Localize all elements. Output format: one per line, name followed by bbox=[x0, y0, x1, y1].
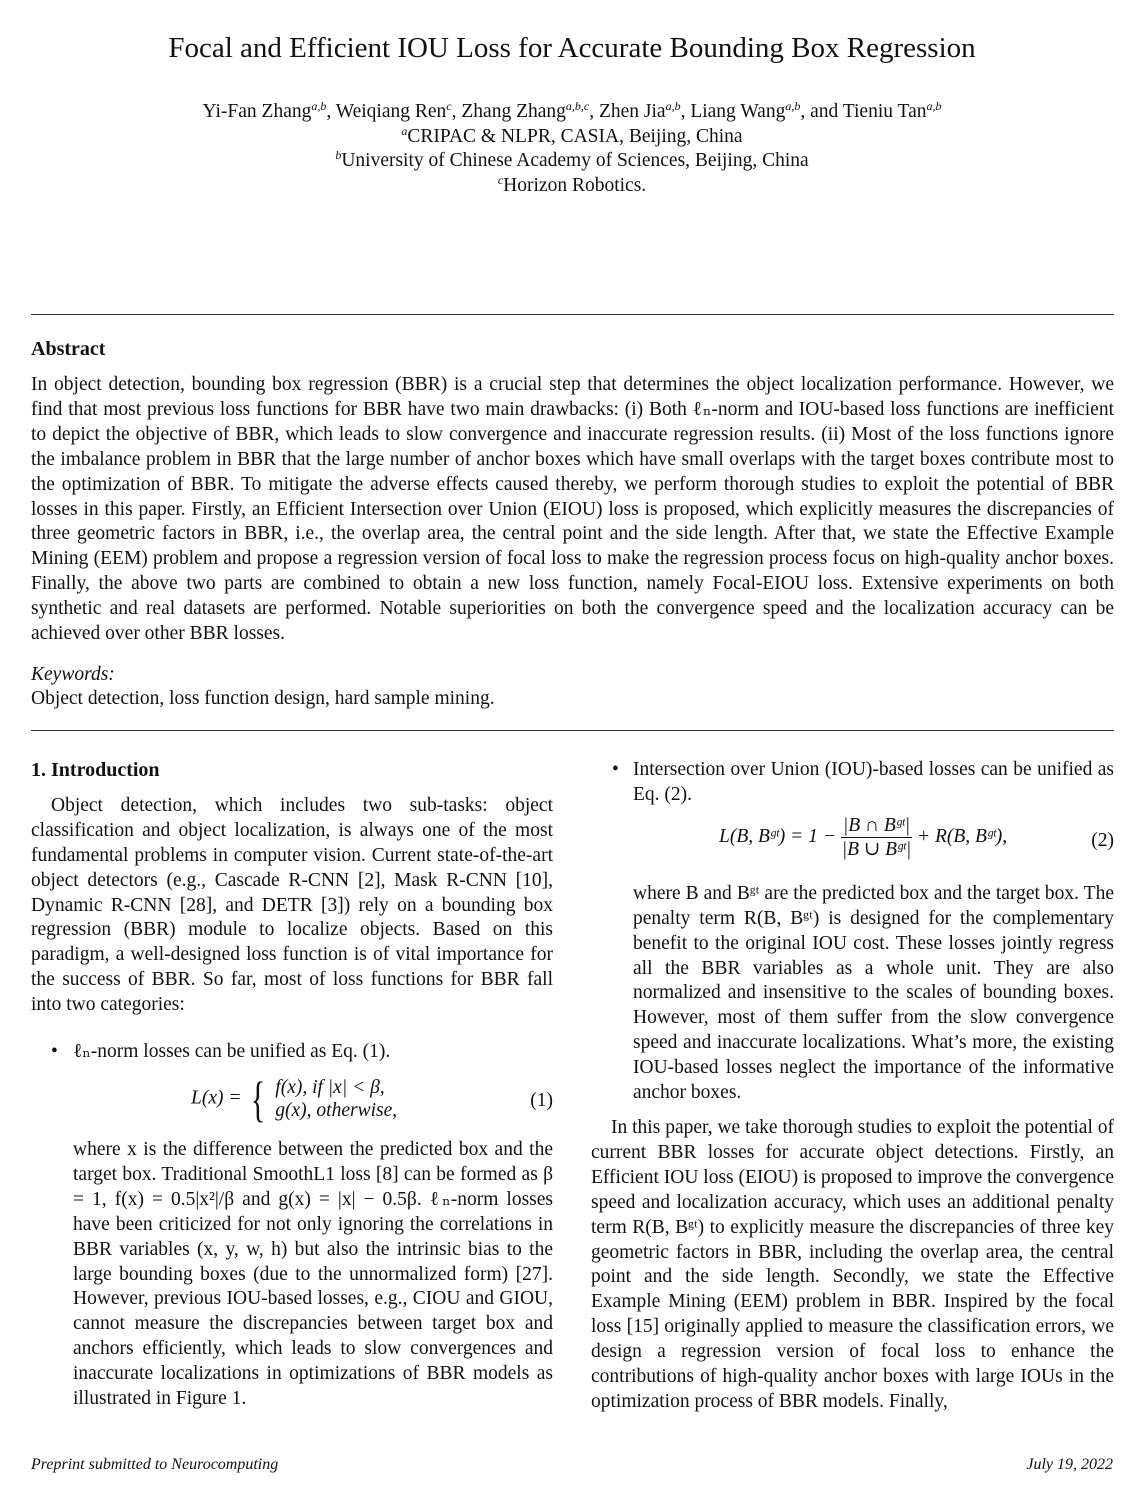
footer-date: July 19, 2022 bbox=[1026, 1456, 1113, 1473]
author-affiliation-mark: c bbox=[446, 99, 452, 113]
eq1-case-2: g(x), otherwise, bbox=[275, 1099, 398, 1121]
author-separator: , bbox=[680, 101, 691, 122]
author-name: Liang Wang bbox=[690, 101, 786, 122]
eq1-number: (1) bbox=[530, 1089, 553, 1111]
intro-paragraph-2: In this paper, we take thorough studies to exploit the potential of current BBR losses for accurate object detections. Firstly, an Efficient IOU loss (EIOU) is proposed to improve the convergence speed and localization accuracy, which uses an additional penalty term R(B, Bᵍᵗ) to explicitly measure the discrepancies of three key geometric factors in BBR, including the overlap area, the central point and the side length. Secondly, we state the Effective Example Mining (EEM) problem in BBR. Inspired by the focal loss [15] originally applied to measure the classification errors, we design a regression version of focal loss to enhance the contributions of high-quality anchor boxes with large IOUs in the optimization process of BBR models. Finally, bbox=[591, 1116, 1114, 1412]
bullet-dot: • bbox=[612, 759, 619, 780]
author-affiliation-mark: a,b bbox=[311, 99, 327, 113]
right-column bbox=[591, 758, 1114, 1415]
bullet-iou bbox=[591, 758, 1114, 808]
author-affiliation-mark: a,b bbox=[785, 99, 801, 113]
bullet-iou-text: Intersection over Union (IOU)-based losses can be unified as Eq. (2). bbox=[633, 759, 1114, 805]
top-divider bbox=[31, 314, 1114, 315]
author-name: Yi-Fan Zhang bbox=[202, 101, 312, 122]
eq2-denominator: |B ∪ Bᵍᵗ| bbox=[841, 838, 912, 860]
affiliation-c: $^c$Horizon Robotics. bbox=[497, 172, 647, 196]
author-name: Zhang Zhang bbox=[461, 101, 566, 122]
bullet-ln-norm-text: ℓₙ-norm losses can be unified as Eq. (1). bbox=[73, 1041, 391, 1063]
abstract-heading: Abstract bbox=[31, 338, 106, 360]
author-name: Tieniu Tan bbox=[842, 101, 927, 122]
affiliation-a: $^a$CRIPAC & NLPR, CASIA, Beijing, China bbox=[401, 123, 743, 147]
keywords-label: Keywords: bbox=[31, 664, 115, 685]
left-column bbox=[31, 758, 553, 1412]
eq2-numerator: |B ∩ Bᵍᵗ| bbox=[842, 814, 911, 836]
author-name: Weiqiang Ren bbox=[335, 101, 447, 122]
author-separator: , bbox=[326, 101, 336, 122]
author-separator: , and bbox=[800, 101, 843, 122]
author-block bbox=[0, 100, 1144, 198]
bullet-iou-continuation: where B and Bᵍᵗ are the predicted box and the target box. The penalty term R(B, Bᵍᵗ) is designed for the complementary benefit to the original IOU cost. These losses jointly regress all the BBR variables as a whole unit. They are also normalized and insensitive to the scales of bounding boxes. However, most of them suffer from the slow convergence speed and inaccurate localizations. What’s more, the existing IOU-based losses neglect the importance of the informative anchor boxes. bbox=[633, 882, 1114, 1104]
author-affiliation-mark: a,b bbox=[926, 99, 942, 113]
author-line bbox=[0, 100, 1144, 125]
eq1-case-1: f(x), if |x| < β, bbox=[275, 1076, 385, 1098]
section-heading: 1. Introduction bbox=[31, 759, 160, 781]
bullet-ln-norm bbox=[31, 1040, 553, 1065]
author-name: Zhen Jia bbox=[598, 101, 666, 122]
eq1-lhs: L(x) = bbox=[191, 1087, 242, 1109]
bottom-divider bbox=[31, 730, 1114, 731]
affiliation-b: $^b$University of Chinese Academy of Sciences, Beijing, China bbox=[335, 148, 809, 172]
author-affiliation-mark: a,b,c bbox=[565, 99, 590, 113]
intro-paragraph-1: Object detection, which includes two sub-tasks: object classification and object localization, is always one of the most fundamental problems in computer vision. Current state-of-the-art object detectors (e.g., Cascade R-CNN [2], Mask R-CNN [10], Dynamic R-CNN [28], and DETR [3]) rely on a bounding box regression (BBR) module to localize objects. Based on this paradigm, a well-designed loss function is of vital importance for the success of BBR. So far, most of loss functions for BBR fall into two categories: bbox=[31, 794, 553, 1016]
eq2-rhs: + R(B, Bᵍᵗ), bbox=[916, 825, 1008, 847]
abstract-text: In object detection, bounding box regression (BBR) is a crucial step that determines the object localization performance. However, we find that most previous loss functions for BBR have two main drawbacks: (i) Both ℓₙ-norm and IOU-based loss functions are inefficient to depict the objective of BBR, which leads to slow convergence and inaccurate regression results. (ii) Most of the loss functions ignore the imbalance problem in BBR that the large number of anchor boxes which have small overlaps with the target boxes contribute most to the optimization of BBR. To mitigate the adverse effects caused thereby, we perform thorough studies to exploit the potential of BBR losses in this paper. Firstly, an Efficient Intersection over Union (EIOU) loss is proposed, which explicitly measures the discrepancies of three geometric factors in BBR, i.e., the overlap area, the central point and the side length. After that, we state the Effective Example Mining (EEM) problem and propose a regression version of focal loss to make the regression process focus on high-quality anchor boxes. Finally, the above two parts are combined to obtain a new loss function, namely Focal-EIOU loss. Extensive experiments on both synthetic and real datasets are performed. Notable superiorities on both the convergence speed and the localization accuracy can be achieved over other BBR losses. bbox=[31, 374, 1114, 645]
eq1-brace: { bbox=[251, 1070, 266, 1127]
eq2-number: (2) bbox=[1091, 829, 1114, 851]
author-separator: , bbox=[589, 101, 599, 122]
equation-1 bbox=[31, 1072, 553, 1130]
eq2-lhs: L(B, Bᵍᵗ) = 1 − bbox=[719, 825, 836, 847]
keywords-text: Object detection, loss function design, hard sample mining. bbox=[31, 688, 495, 709]
footer-journal: Preprint submitted to Neurocomputing bbox=[31, 1456, 279, 1473]
author-separator: , bbox=[451, 101, 462, 122]
bullet-dot: • bbox=[51, 1041, 58, 1063]
equation-2 bbox=[591, 812, 1114, 872]
author-affiliation-mark: a,b bbox=[665, 99, 681, 113]
bullet-ln-norm-continuation: where x is the difference between the predicted box and the target box. Traditional SmoothL1 loss [8] can be formed as β = 1, f(x) = 0.5|x²|/β and g(x) = |x| − 0.5β. ℓₙ-norm losses have been criticized for not only ignoring the correlations in BBR variables (x, y, w, h) but also the intrinsic bias to the large bounding boxes (due to the unnormalized form) [27]. However, previous IOU-based losses, e.g., CIOU and GIOU, cannot measure the discrepancies between target box and anchors efficiently, which leads to slow convergences and inaccurate localizations in optimizations of BBR models as illustrated in Figure 1. bbox=[73, 1138, 553, 1410]
paper-title: Focal and Efficient IOU Loss for Accurate Bounding Box Regression bbox=[168, 32, 976, 64]
